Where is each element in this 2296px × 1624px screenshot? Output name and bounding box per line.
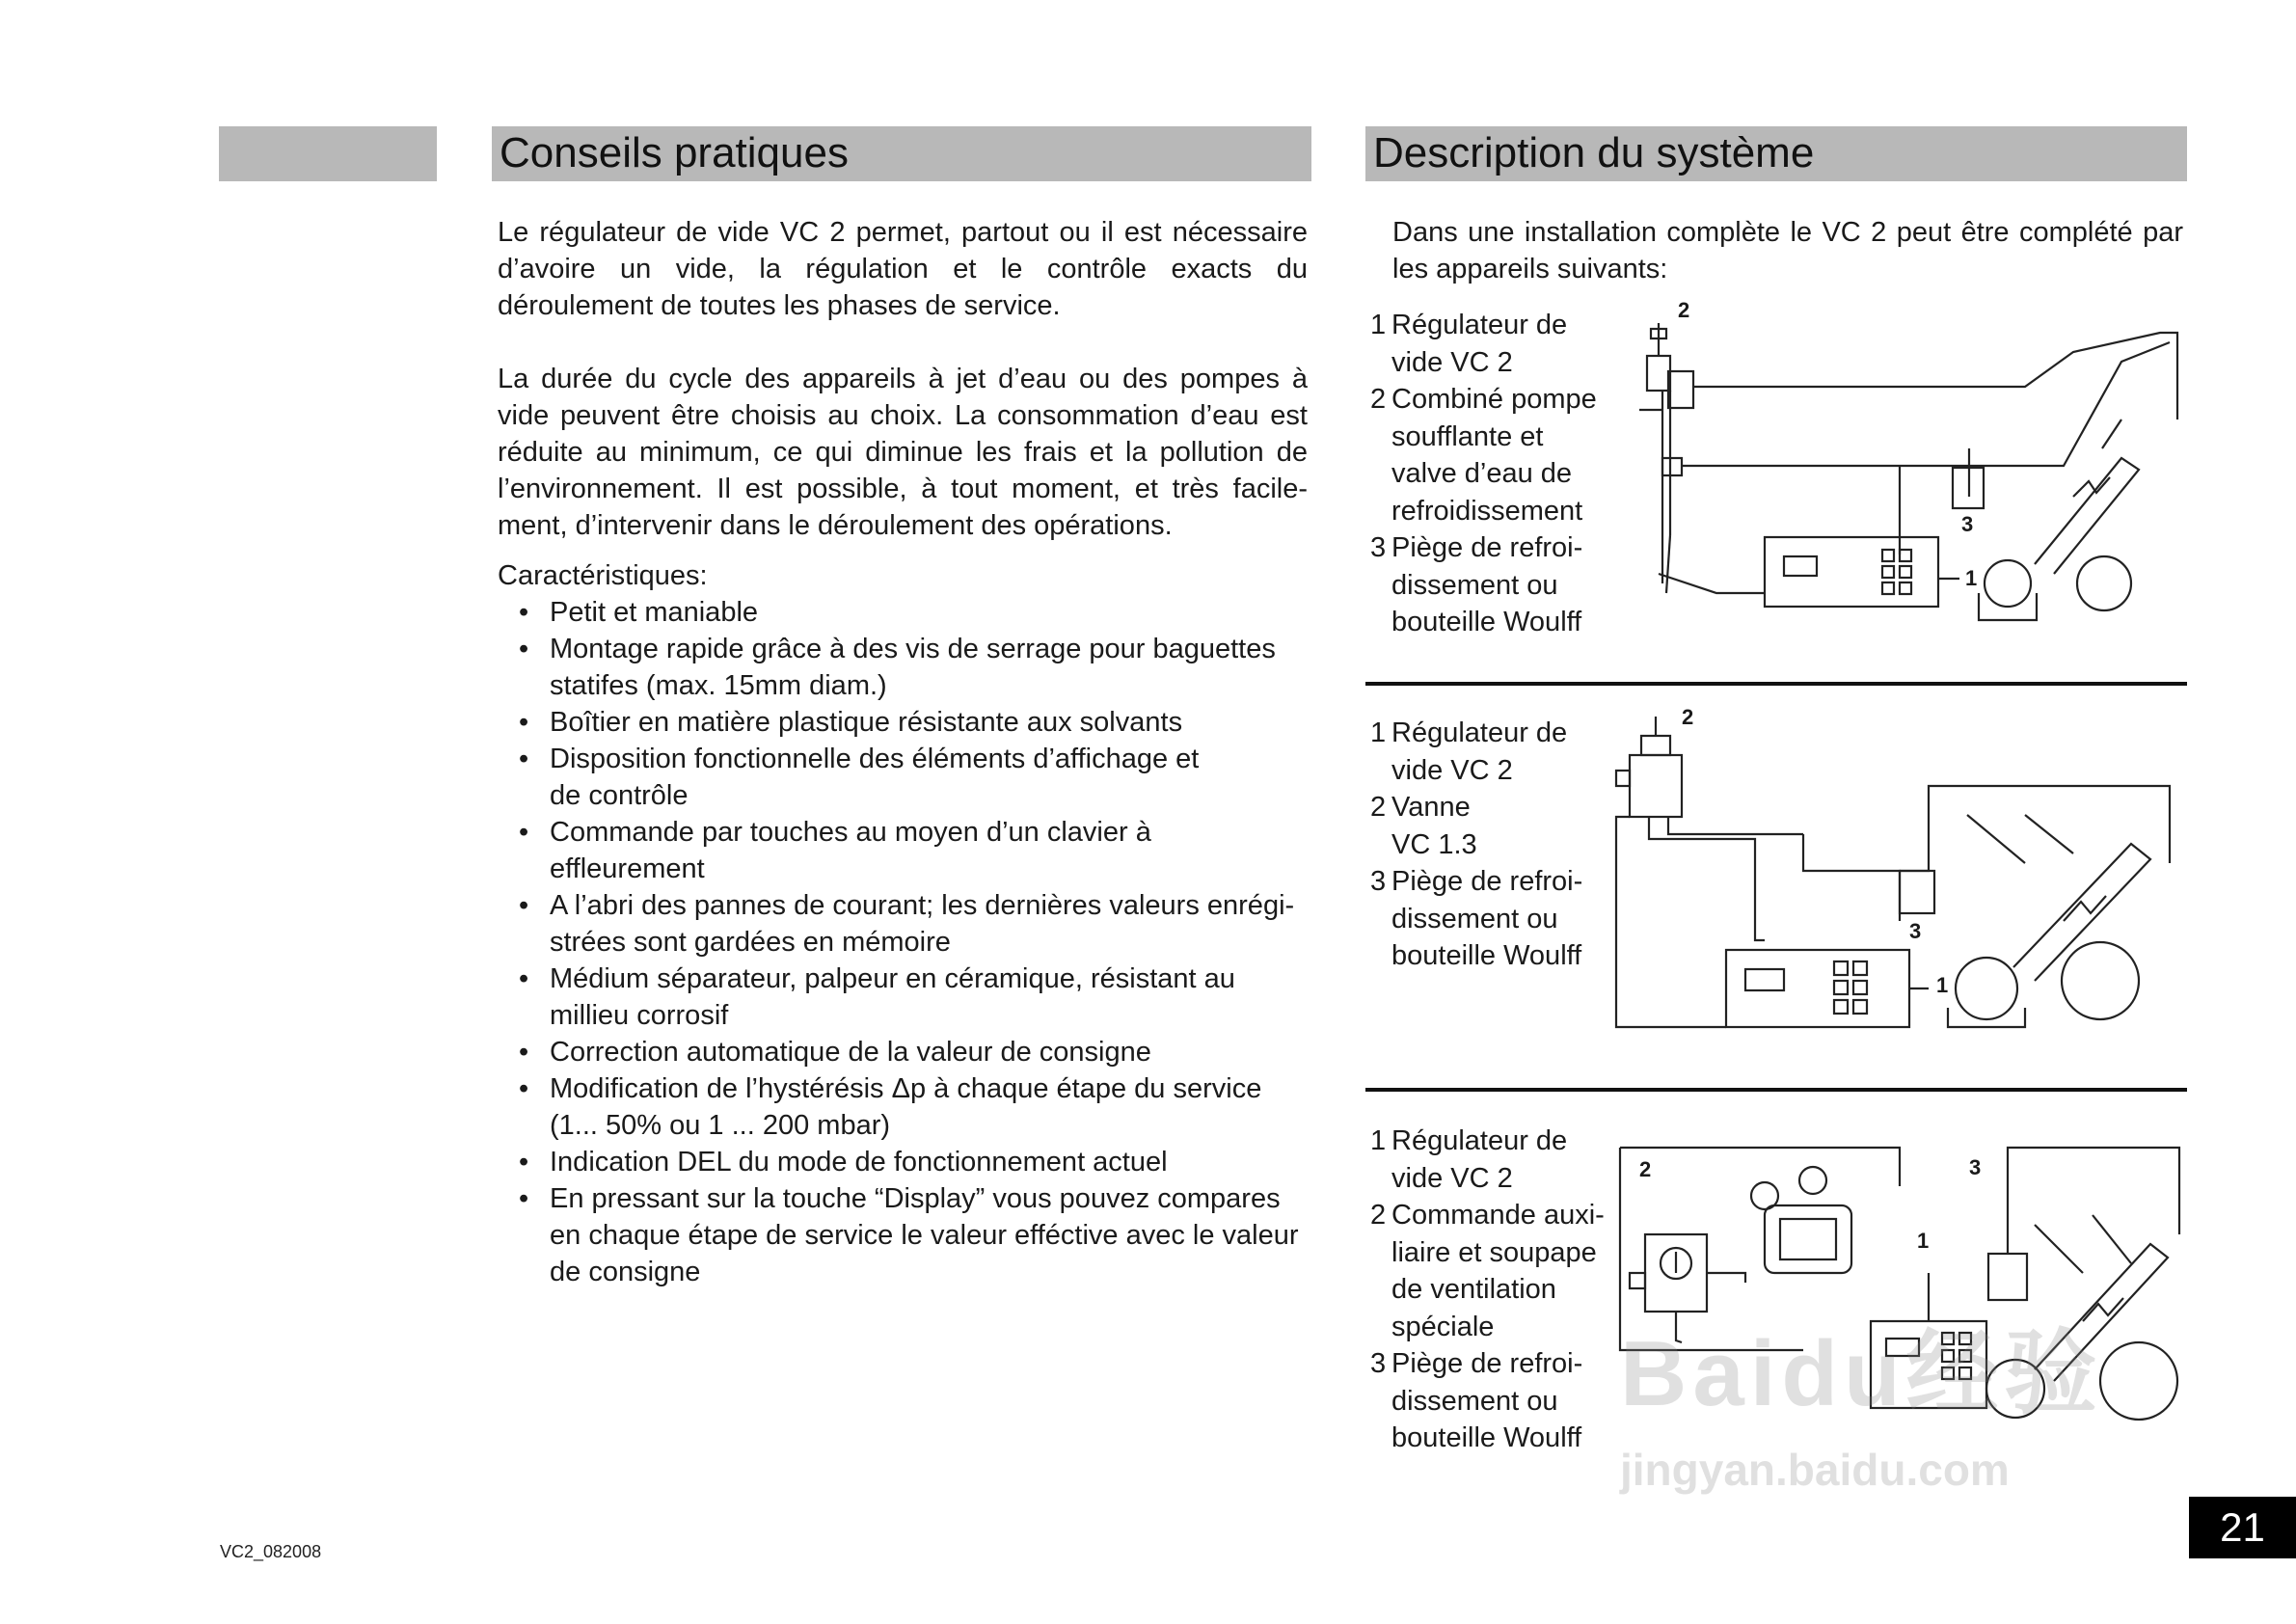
legend-item [1370,789,1582,863]
legend-line: Régulateur de [1391,310,1568,340]
list-item: • Disposition fonctionnelle des éléments d’affichage et de contrôle [498,741,1308,814]
legend-line: refroidissement [1391,495,1583,527]
watermark-brand: Baidu经验 [1620,1322,2103,1425]
flask-left [1985,560,2031,607]
list-item: • A l’abri des pannes de courant; les dernières valeurs enrégi-strées sont gardées en mémoire [498,887,1308,961]
list-item: • Indication DEL du mode de fonctionnement actuel [498,1144,1308,1180]
cold-trap [1988,1254,2027,1300]
legend-line: Régulateur de [1391,717,1568,748]
legend-line: vide VC 2 [1391,1162,1513,1194]
flask-left [1956,958,2017,1019]
label-2: 2 [1678,298,1690,322]
left-section-header [492,126,1311,181]
vc13-valve [1630,755,1682,817]
legend-line: vide VC 2 [1391,754,1513,786]
vacuum-pump [1765,1205,1851,1273]
vc2-controller [1726,950,1909,1027]
header-spacer-bar [219,126,437,181]
label-3: 3 [1909,919,1922,943]
flask-right [2077,556,2131,610]
setup-2-drawing [1610,709,2199,1037]
label-1: 1 [1917,1229,1930,1253]
legend-number: 2 [1370,1200,1387,1231]
list-item: • Modification de l’hystérésis Δp à chaque étape du service (1... 50% ou 1 ... 200 mbar) [498,1070,1308,1144]
legend-line: Commande auxi- [1391,1200,1605,1231]
pump-body [1647,356,1670,391]
legend-line: liaire et soupape [1391,1236,1597,1268]
list-item: • Correction automatique de la valeur de consigne [498,1034,1308,1070]
setup-1-legend [1370,307,1597,641]
legend-number: 1 [1370,717,1387,748]
legend-line: dissement ou [1391,1385,1558,1417]
legend-line: Régulateur de [1391,1125,1568,1156]
features-list [498,594,1308,1290]
list-item: • Petit et maniable [498,594,1308,631]
left-section-title: Conseils pratiques [500,129,849,176]
list-item: • Montage rapide grâce à des vis de serrage pour baguettes statifes (max. 15mm diam.) [498,631,1308,704]
legend-line: Piège de refroi- [1391,1348,1583,1379]
legend-line: dissement ou [1391,569,1558,601]
left-column-text [498,214,1308,1290]
legend-line: valve d’eau de [1391,458,1573,489]
legend-item [1370,1345,1605,1457]
legend-item [1370,307,1597,381]
label-1: 1 [1936,973,1949,997]
legend-item [1370,381,1597,529]
legend-number: 1 [1370,1125,1387,1156]
right-section-header [1365,126,2187,181]
legend-number: 2 [1370,792,1387,823]
legend-line: dissement ou [1391,903,1558,934]
setup-1-drawing [1620,304,2199,641]
water-valve [1668,371,1693,408]
flask-right [2062,942,2139,1019]
setup-2-legend [1370,715,1582,975]
page-number: 21 [2189,1497,2296,1558]
legend-item [1370,863,1582,975]
legend-number: 3 [1370,1348,1387,1379]
legend-line: Piège de refroi- [1391,866,1583,897]
list-item: • En pressant sur la touche “Display” vous pouvez compares en chaque étape de service le valeur efféctive avec le valeur de consigne [498,1180,1308,1290]
baidu-watermark [1620,1321,2160,1543]
legend-number: 3 [1370,532,1387,563]
document-code: VC2_082008 [220,1542,322,1561]
legend-item [1370,715,1582,789]
system-intro-paragraph: Dans une installation complète le VC 2 peut être complété par les appareils suivants: [1392,217,2183,284]
legend-line: soufflante et [1391,420,1544,452]
legend-item [1370,529,1597,641]
divider-1 [1365,682,2187,686]
label-3: 3 [1969,1155,1982,1179]
legend-number: 3 [1370,866,1387,897]
list-item: • Commande par touches au moyen d’un clavier à effleurement [498,814,1308,887]
legend-line: bouteille Woulff [1391,607,1582,637]
legend-line: spéciale [1391,1311,1495,1342]
divider-2 [1365,1088,2187,1092]
legend-line: VC 1.3 [1391,828,1477,860]
legend-line: Piège de refroi- [1391,532,1583,563]
label-1: 1 [1965,566,1978,590]
legend-number: 1 [1370,310,1387,340]
right-section-title: Description du système [1373,129,1815,176]
features-title: Caractéristiques: [498,560,708,591]
list-item: • Médium séparateur, palpeur en céramique, résistant au millieu corrosif [498,961,1308,1034]
setup-3-legend [1370,1123,1605,1457]
legend-line: Combiné pompe [1391,384,1597,415]
setup-2-diagram [1610,705,2199,1037]
legend-item [1370,1123,1605,1197]
cold-trap [1900,871,1934,913]
setup-1-diagram [1620,298,2199,641]
legend-line: bouteille Woulff [1391,940,1582,971]
right-intro-text [1392,214,2183,287]
legend-line: de ventilation [1391,1274,1556,1305]
legend-line: vide VC 2 [1391,346,1513,378]
label-2: 2 [1639,1157,1652,1181]
cycle-paragraph: La durée du cycle des appareils à jet d’eau ou des pompes à vide peuvent être choisis au choix. La consommation d’eau est réduite au minimum, ce qui diminue les frais et la pollution de l’environnement. Il est possible, à tout moment, et très facile-ment, d’intervenir dans le déroulement des opérations. [498,364,1308,541]
intro-paragraph: Le régulateur de vide VC 2 permet, partout ou il est nécessaire d’avoire un vide, la régulation et le contrôle exacts du déroulement de toutes les phases de service. [498,217,1308,321]
watermark-url: jingyan.baidu.com [1620,1445,2010,1495]
legend-number: 2 [1370,384,1387,415]
label-2: 2 [1682,705,1694,729]
legend-line: Vanne [1391,792,1471,823]
legend-item [1370,1197,1605,1345]
list-item: • Boîtier en matière plastique résistante aux solvants [498,704,1308,741]
label-3: 3 [1961,512,1974,536]
legend-line: bouteille Woulff [1391,1422,1582,1453]
